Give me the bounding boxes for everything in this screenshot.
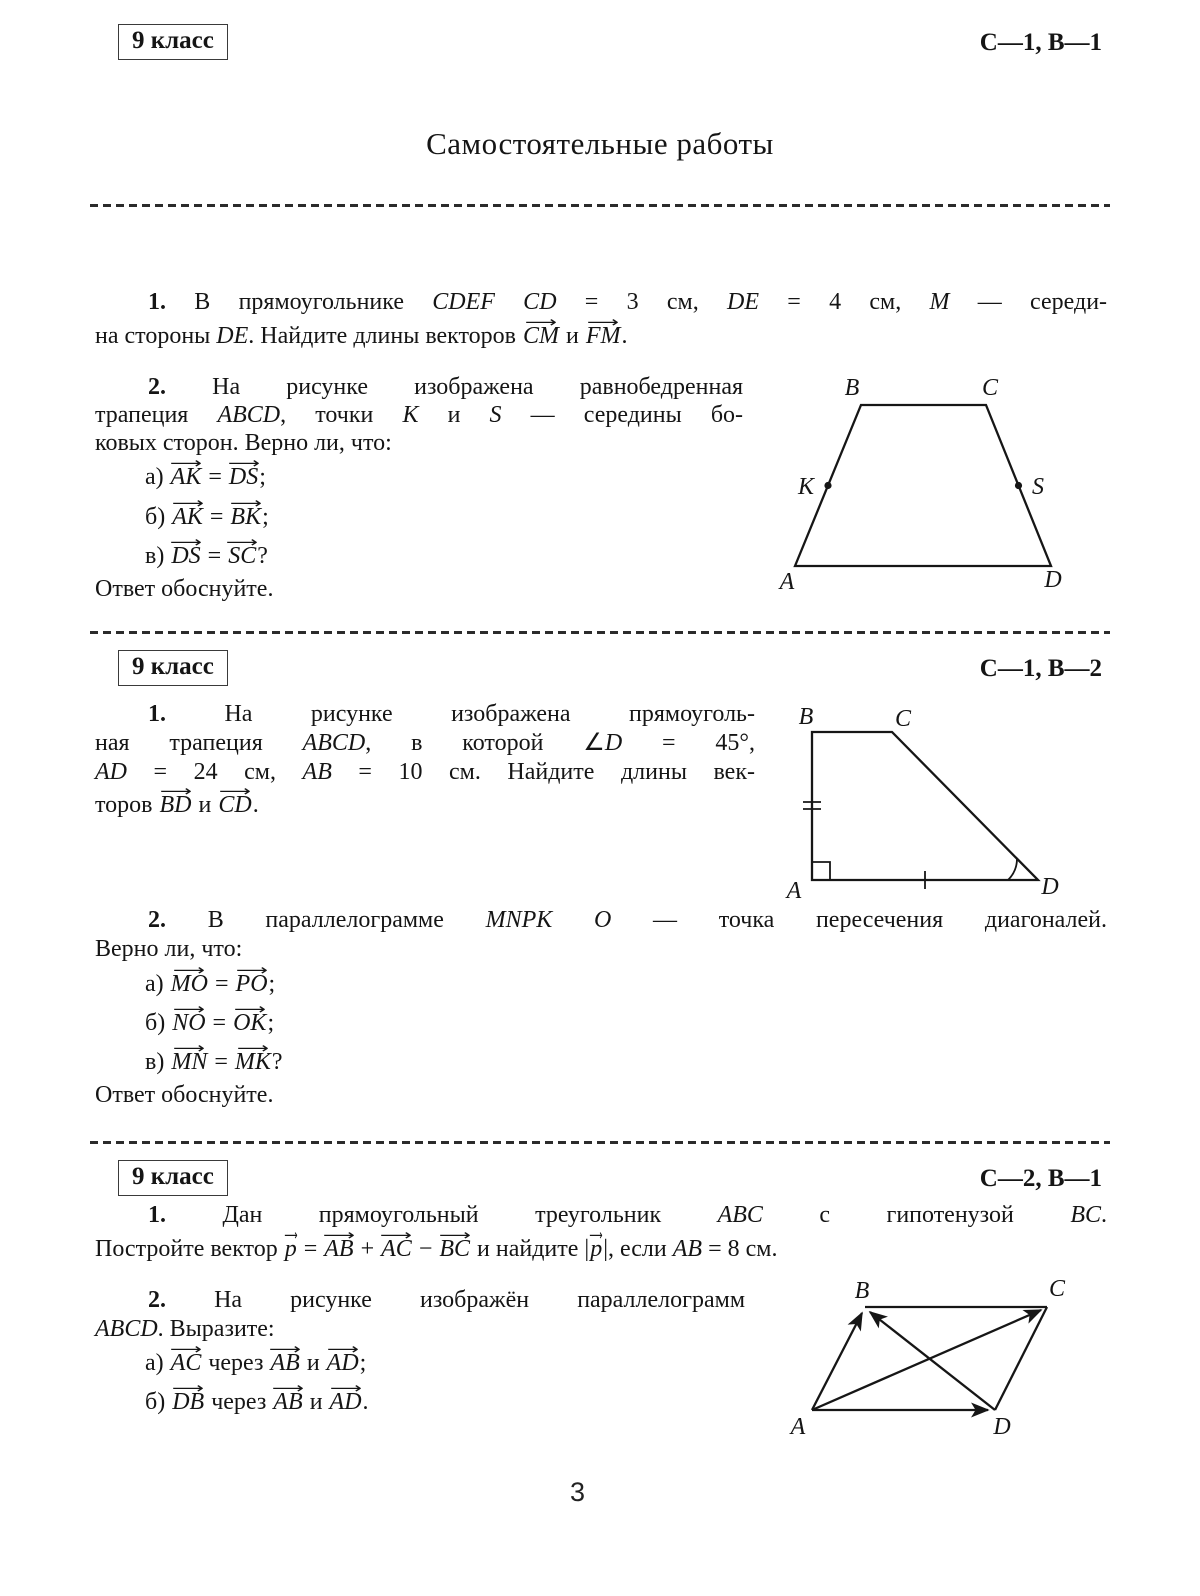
label-S: S [1032,474,1044,500]
item-v: в) MN ⟶ = MK ⟶? [95,1043,1107,1081]
label-C: C [894,706,912,732]
trapezoid-outline [812,732,1038,880]
label-B: B [854,1278,870,1304]
label-C: C [981,375,999,401]
text-line: AD = 24 см, AB = 10 см. Найдите длины век- [95,759,755,785]
text-line: 1. Дан прямоугольный треугольник ABC с гипотенузой BC. [148,1202,1107,1228]
text-line: ковых сторон. Верно ли, что: [95,430,392,456]
text-line: Постройте вектор p ⟶ = AB ⟶ + AC ⟶ − BC ⟶ и найдите |p ⟶|, если AB = 8 см. [95,1230,1107,1268]
item-b: б) AK ⟶ = BK ⟶; [95,498,743,537]
parallelogram-figure [780,1272,1080,1444]
s1-problem-2 [95,373,743,604]
page-number: 3 [569,1477,586,1507]
side-CD [995,1307,1047,1410]
s1-problem-1 [95,285,1107,353]
vector-AC [812,1310,1041,1410]
parallelogram-abcd-svg [780,1272,1080,1444]
text-line: Ответ обоснуйте. [95,1082,274,1108]
right-trapezoid-figure [770,700,1060,902]
text-line: трапеция ABCD, точки K и S — середины бо- [95,402,744,428]
label-D: D [1041,874,1059,900]
angle-arc-D [1008,859,1017,880]
item-v: в) DS ⟶ = SC ⟶? [95,537,743,575]
dashed-separator [90,631,1110,634]
text-line: ная трапеция ABCD, в которой ∠D = 45°, [95,730,755,756]
text-line: 1. На рисунке изображена прямоуголь- [148,701,755,727]
isosceles-trapezoid-figure [740,365,1120,597]
text-line: Ответ обоснуйте. [95,576,274,602]
label-K: K [797,474,815,500]
text-line: на стороны DE. Найдите длины векторов CM ⟶ и FM ⟶. [95,319,1107,353]
label-D: D [993,1414,1011,1440]
text-line: 1. В прямоугольнике CDEF CD = 3 см, DE = 4 см, M — середи- [148,289,1108,315]
text-line: 2. На рисунке изображён параллелограмм [148,1287,745,1313]
label-B: B [844,375,860,401]
section-2-header [90,650,1110,694]
item-a: а) AK ⟶ = DS ⟶; [95,457,743,498]
trapezoid-abcd-svg [770,700,1060,902]
item-a: а) MO ⟶ = PO ⟶; [95,964,1107,1004]
point-S-dot [1015,482,1022,489]
grade-badge: 9 класс [118,1160,228,1196]
s3-problem-2 [95,1286,745,1422]
text-line: 2. На рисунке изображена равнобедренная [148,374,744,400]
item-b: б) NO ⟶ = OK ⟶; [95,1004,1107,1043]
section-3-header [90,1160,1110,1204]
text-line: 2. В параллелограмме MNPK O — точка пересечения диагоналей. [148,907,1107,933]
text-line: ABCD. Выразите: [95,1316,275,1342]
item-b: б) DB ⟶ через AB ⟶ и AD ⟶. [95,1383,745,1422]
dashed-separator [90,1141,1110,1144]
label-B: B [798,704,814,730]
label-D: D [1044,567,1062,593]
variant-code: С—2, В—1 [979,1165,1102,1192]
s3-problem-1 [95,1201,1107,1268]
label-A: A [790,1414,806,1440]
item-a: а) AC ⟶ через AB ⟶ и AD ⟶; [95,1344,745,1383]
s2-problem-2 [95,906,1107,1110]
point-K-dot [824,482,831,489]
vector-DB [870,1312,995,1410]
variant-code: С—1, В—2 [979,655,1102,682]
page-title: Самостоятельные работы [426,126,774,161]
variant-code: С—1, В—1 [979,29,1102,56]
label-A: A [786,878,802,902]
text-line: торов BD ⟶ и CD ⟶. [95,787,755,824]
right-angle-mark [812,862,830,880]
text-line: Верно ли, что: [95,936,243,962]
label-A: A [779,569,795,595]
s2-problem-1 [95,700,755,824]
grade-badge: 9 класс [118,24,228,60]
trapezoid-outline [795,405,1051,566]
label-C: C [1048,1276,1066,1302]
dashed-separator [90,204,1110,207]
vector-AB [812,1313,862,1410]
trapezoid-abcd-svg [740,365,1120,597]
grade-badge: 9 класс [118,650,228,686]
section-1-header [90,0,1110,56]
